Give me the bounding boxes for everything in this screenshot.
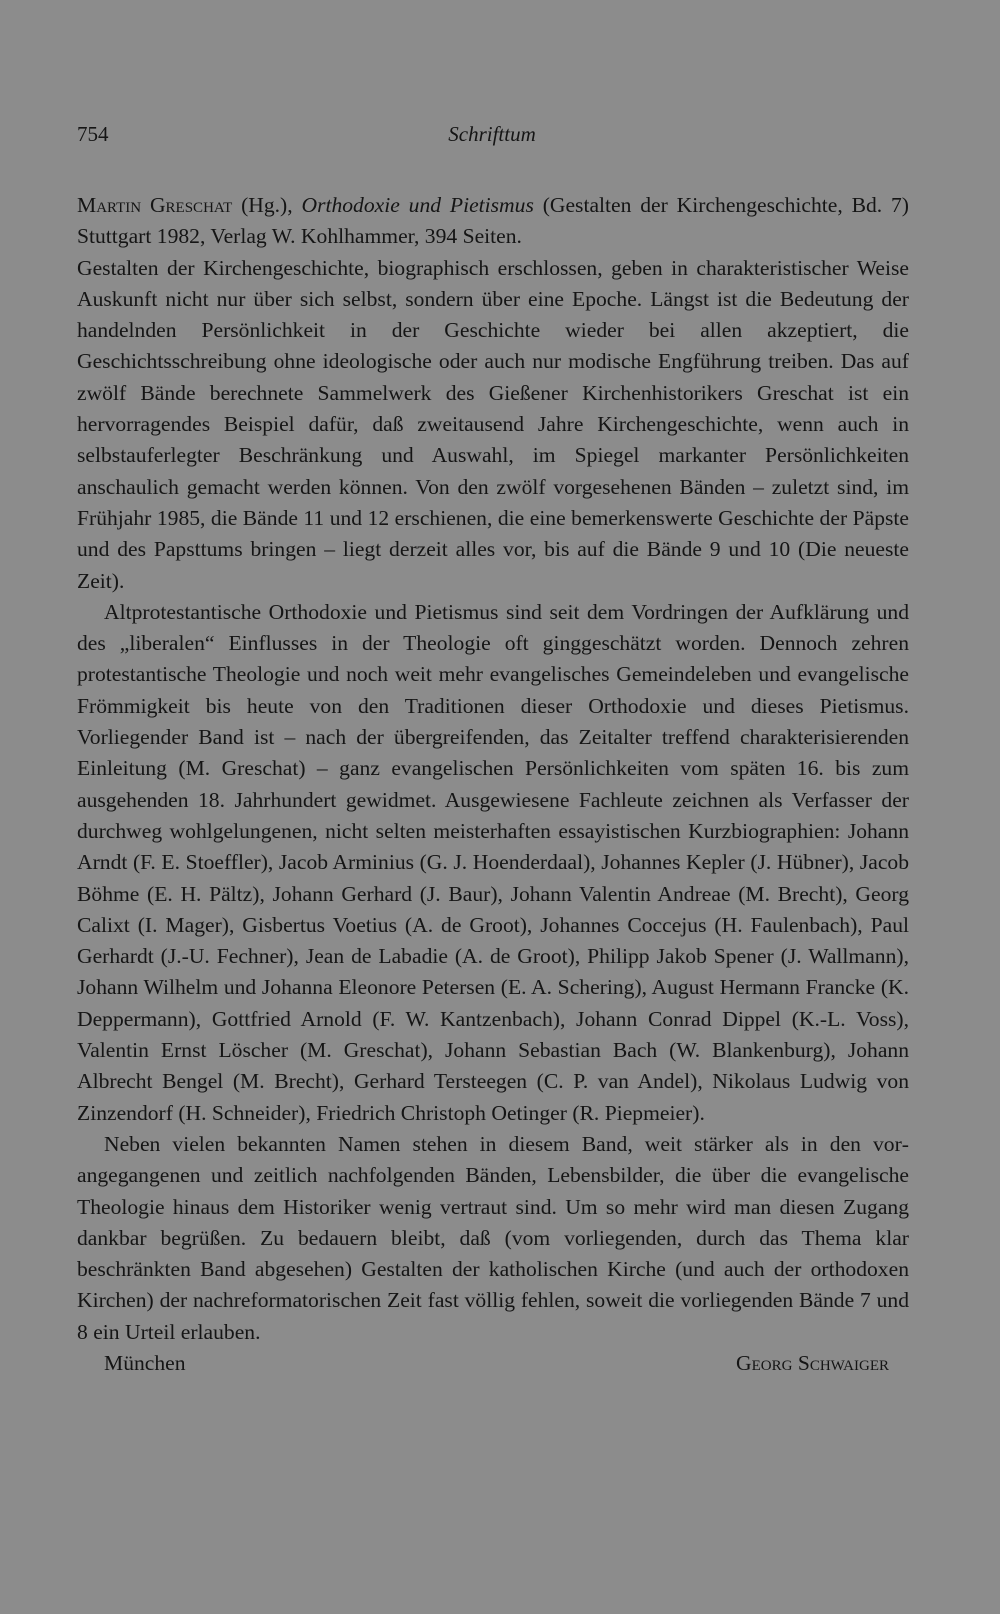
review-signature — [77, 1348, 909, 1380]
page-header — [77, 122, 907, 152]
citation-author: Martin Greschat — [77, 193, 233, 217]
running-title: Schrifttum — [448, 122, 536, 146]
citation-details: (Gestalten der Kirchengeschichte, Bd. 7) Stuttgart 1982, Verlag W. Kohlhammer, 394 Seiten. — [77, 193, 909, 249]
review-paragraph-3: Neben vielen bekannten Namen stehen in diesem Band, weit stärker als in den vorangegangenen und zeitlich nachfolgenden Bänden, Lebensbilder, die über die evangelische Theologie hinaus dem Historiker wenig vertraut sind. Um so mehr wird man diesen Zugang dankbar begrüßen. Zu bedauern bleibt, daß (vom vorliegenden, durch das Thema klar beschränkten Band abgesehen) Gestalten der katholischen Kirche (und auch der orthodoxen Kirchen) der nachreformatorischen Zeit fast völlig fehlen, soweit die vorliegenden Bände 7 und 8 ein Urteil erlauben. — [77, 1131, 909, 1344]
citation-title: Orthodoxie und Pietismus — [301, 193, 534, 217]
review-paragraph-1: Gestalten der Kirchengeschichte, biographisch erschlossen, geben in charakteristischer Weise Auskunft nicht nur über sich selbst, sondern über eine Epoche. Längst ist die Bedeutung der handelnden Persönlichkeit in der Geschichte wieder bei allen akzeptiert, die Geschichtsschreibung ohne ideologische oder auch nur modische Engführung treiben. Das auf zwölf Bände berechnete Sammelwerk des Gießener Kirchenhistorikers Greschat ist ein hervorragendes Beispiel dafür, daß zweitausend Jahre Kirchengeschichte, wenn auch in selbstauferlegter Beschränkung und Auswahl, im Spiegel markanter Persönlichkeiten anschaulich gemacht werden können. Von den zwölf vorgesehenen Bänden – zuletzt sind, im Frühjahr 1985, die Bände 11 und 12 erschienen, die eine bemerkenswerte Geschichte der Päpste und des Papsttums bringen – liegt derzeit alles vor, bis auf die Bände 9 und 10 (Die neueste Zeit). — [77, 255, 909, 593]
review-body — [77, 190, 909, 1380]
review-paragraph-2: Altprotestantische Orthodoxie und Pietismus sind seit dem Vordringen der Aufklärung und des „liberalen“ Einflusses in der Theologie oft ginggeschätzt worden. Dennoch zehren protestantische Theologie und noch weit mehr evangelisches Gemeindeleben und evangelische Frömmigkeit bis heute von den Traditionen dieser Orthodoxie und dieses Pietismus. Vorliegender Band ist – nach der übergreifenden, das Zeitalter treffend charakterisierenden Einleitung (M. Greschat) – ganz evangelischen Persönlichkeiten vom späten 16. bis zum ausgehenden 18. Jahrhundert gewidmet. Ausgewiesene Fachleute zeichnen als Verfasser der durchweg wohlgelungenen, nicht selten meisterhaften essayistischen Kurzbiographien: Johann Arndt (F. E. Stoeffler), Jacob Arminius (G. J. Hoenderdaal), Johannes Kepler (J. Hübner), Jacob Böhme (E. H. Pältz), Johann Gerhard (J. Baur), Johann Valentin Andreae (M. Brecht), Georg Calixt (I. Mager), Gisbertus Voetius (A. de Groot), Johannes Coccejus (H. Faulenbach), Paul Gerhardt (J.-U. Fechner), Jean de Labadie (A. de Groot), Philipp Jakob Spener (J. Wallmann), Johann Wilhelm und Johanna Eleonore Petersen (E. A. Schering), August Hermann Francke (K. Deppermann), Gottfried Arnold (F. W. Kantzenbach), Johann Conrad Dippel (K.-L. Voss), Valentin Ernst Löscher (M. Greschat), Johann Sebastian Bach (W. Blankenburg), Johann Albrecht Bengel (M. Brecht), Gerhard Tersteegen (C. P. van Andel), Nikolaus Ludwig von Zinzendorf (H. Schneider), Friedrich Christoph Oetinger (R. Piepmeier). — [77, 599, 909, 1125]
citation-editor-suffix: (Hg.), — [232, 193, 302, 217]
reviewer-name: Georg Schwaiger — [736, 1350, 889, 1375]
signature-place: München — [104, 1350, 186, 1375]
book-citation — [77, 190, 909, 253]
page-number: 754 — [77, 122, 109, 146]
